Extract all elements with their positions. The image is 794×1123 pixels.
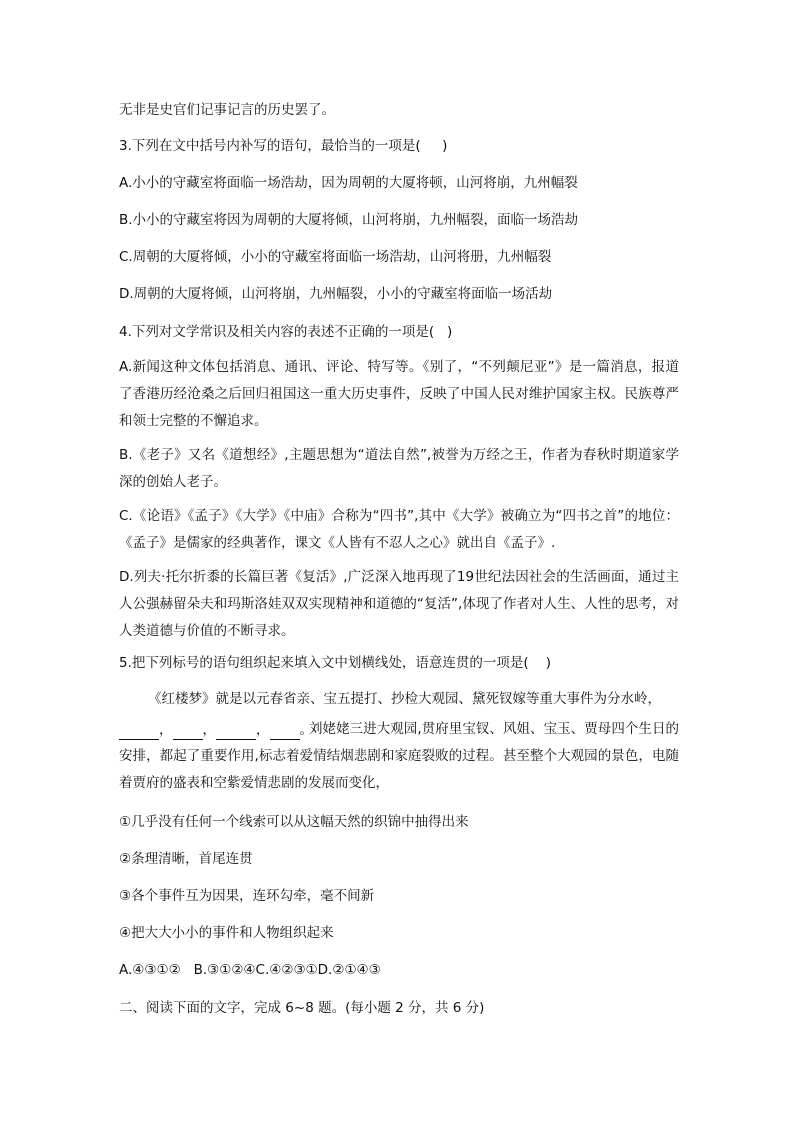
question-3-option-b: B.小小的守藏室将因为周朝的大厦将倾，山河将崩，九州幅裂，面临一场浩劫: [119, 212, 579, 228]
section-2-heading: 二、阅读下面的文字，完成 6~8 题。(每小题 2 分，共 6 分): [119, 1000, 485, 1016]
question-5-item-1: ①几乎没有任何一个线索可以从这幅天然的织锦中抽得出来: [119, 814, 469, 830]
question-4-option-d: D.列夫·托尔折黍的长篇巨著《复活》,广泛深入地再现了19世纪法因社会的生活画面，通过主人公强赫留朵夫和玛斯洛娃双双实现精神和道德的“复活”,体现了作者对人生、人性的思考，对人类道德与价值的不断寻求。: [119, 569, 679, 639]
question-3-stem: 3.下列在文中括号内补写的语句，最恰当的一项是( ): [119, 138, 448, 154]
question-4-option-a: A.新闻这种文体包括消息、通讯、评论、特写等。《别了，“不列颠尼亚”》是一篇消息，报道了香港历经沧桑之后回归祖国这一重大历史事件，反映了中国人民对维护国家主权。民族尊严和领士完整的不懈追求。: [119, 359, 679, 429]
question-4-option-b: B.《老子》又名《道想经》,主题思想为“道法自然”,被誉为万经之王，作者为春秋时期道家学深的创始人老子。: [119, 447, 679, 490]
intro-fragment: 无非是史官们记事记言的历史罢了。: [119, 102, 335, 118]
question-5-blank-line: ， ， ， 。: [119, 720, 679, 740]
question-4-stem: 4.下列对文学常识及相关内容的表述不正确的一项是( ): [119, 324, 453, 340]
question-5-item-3: ③各个事件互为因果，连环勾牵，毫不间新: [119, 888, 375, 904]
question-5-stem: 5.把下列标号的语句组织起来填入文中划横线处，语意连贯的一项是( ): [119, 655, 552, 671]
question-3-option-a: A.小小的守藏室将面临一场浩劫，因为周朝的大厦将顿，山河将崩，九州幅裂: [119, 175, 578, 191]
question-3-option-d: D.周朝的大厦将倾，山河将崩，九州幅裂，小小的守藏室将面临一场活劫: [119, 286, 553, 302]
question-5-item-2: ②条理清晰，首尾连贯: [119, 851, 253, 867]
question-5-item-4: ④把大大小小的事件和人物组织起来: [119, 925, 334, 941]
question-5-choices: A.④③①② B.③①②④C.④②③①D.②①④③: [119, 962, 381, 978]
question-3-option-c: C.周朝的大厦将倾，小小的守藏室将面临一场浩劫，山河将册，九州幅裂: [119, 249, 552, 265]
question-4-option-c: C.《论语》《孟子》《大学》《中庙》合称为“四书”,其中《大学》被确立为“四书之首”的地位：《孟子》是儒家的经典著作，课文《人皆有不忍人之心》就出自《孟子》.: [119, 508, 679, 551]
question-5-passage-continued: 刘姥姥三进大观园,贯府里宝钗、风姐、宝玉、贾母四个生日的安排，都起了重要作用,标志着爱情结烟悲剧和家庭裂败的过程。甚至整个大观园的景色，电随着贾府的盛表和空紫爱情悲剧的发展而变化，: [119, 721, 679, 791]
question-5-passage-line1: 《红楼梦》就是以元春省亲、宝五提打、抄检大观园、黛死钗嫁等重大事件为分水岭，: [148, 691, 661, 707]
